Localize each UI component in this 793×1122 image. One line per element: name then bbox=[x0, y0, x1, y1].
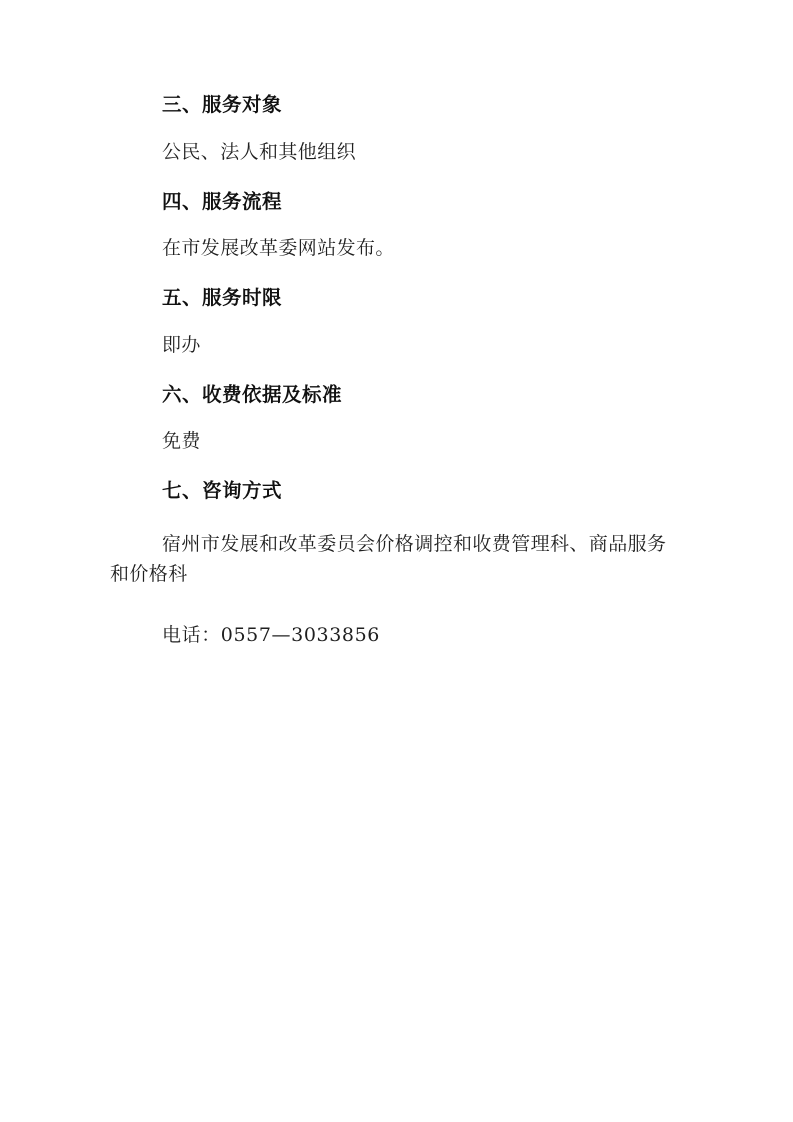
spacer bbox=[110, 355, 683, 385]
section-service-deadline bbox=[110, 288, 683, 385]
section-fee-standard bbox=[110, 382, 683, 482]
spacer bbox=[110, 451, 683, 481]
section-heading: 五、服务时限 bbox=[162, 286, 283, 309]
document-body bbox=[110, 95, 683, 647]
section-body: 公民、法人和其他组织 bbox=[162, 140, 357, 163]
section-body: 免费 bbox=[162, 430, 201, 452]
section-service-target bbox=[110, 95, 683, 192]
section-heading: 六、收费依据及标准 bbox=[162, 382, 343, 406]
section-body: 宿州市发展和改革委员会价格调控和收费管理科、商品服务和价格科 bbox=[110, 532, 667, 586]
spacer bbox=[110, 115, 683, 143]
spacer bbox=[110, 258, 683, 288]
spacer bbox=[110, 308, 683, 336]
contact-phone: 电话：0557—3033856 bbox=[162, 624, 380, 647]
section-contact bbox=[110, 481, 683, 647]
section-heading: 七、咨询方式 bbox=[162, 479, 283, 502]
section-body: 在市发展改革委网站发布。 bbox=[162, 237, 395, 259]
section-service-process bbox=[110, 189, 683, 289]
spacer bbox=[110, 501, 683, 529]
spacer bbox=[110, 211, 683, 239]
spacer bbox=[110, 162, 683, 192]
section-heading: 四、服务流程 bbox=[162, 189, 283, 213]
section-heading: 三、服务对象 bbox=[162, 93, 283, 116]
spacer bbox=[110, 404, 683, 432]
section-body: 即办 bbox=[162, 333, 201, 356]
spacer bbox=[110, 590, 683, 620]
